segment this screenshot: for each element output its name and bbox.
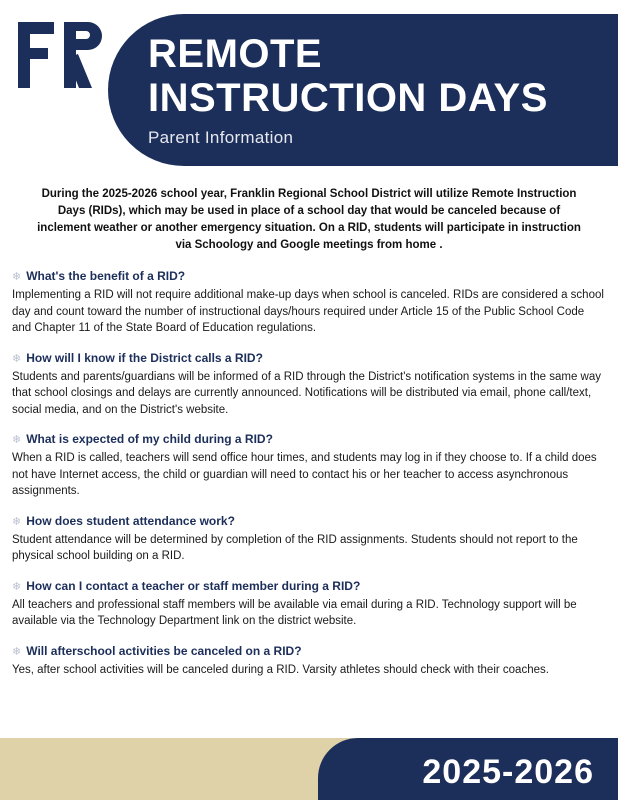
snowflake-icon: ❄ xyxy=(12,352,22,365)
faq-answer: Yes, after school activities will be canceled during a RID. Varsity athletes should check with their coaches. xyxy=(12,663,549,676)
header-text-block xyxy=(148,32,604,148)
faq-question: Will afterschool activities be canceled on a RID? xyxy=(26,643,302,658)
faq-answer: Students and parents/guardians will be informed of a RID through the District's notification systems in the same way that school closings and delays are currently announced. Notifications will be distributed via email, phone call/text, social media, and on the District's website. xyxy=(12,370,601,416)
faq-answer: Student attendance will be determined by completion of the RID assignments. Students should not report to the physical school building on a RID. xyxy=(12,533,578,562)
faq-item xyxy=(12,643,606,679)
snowflake-icon: ❄ xyxy=(12,271,22,283)
page-footer xyxy=(0,738,618,800)
faq-question: How will I know if the District calls a RID? xyxy=(26,350,263,365)
faq-question: How does student attendance work? xyxy=(26,513,235,528)
faq-item xyxy=(12,578,606,630)
snowflake-icon: ❄ xyxy=(12,645,22,658)
faq-answer: When a RID is called, teachers will send office hour times, and students may log in if they choose to. If a child does not have Internet access, the child or guardian will need to contact his or her teacher to access asynchronous assignments. xyxy=(12,452,597,497)
page-title-line-1: REMOTE xyxy=(148,32,323,76)
faq-item xyxy=(12,513,606,565)
footer-school-year: 2025-2026 xyxy=(422,753,594,791)
page-header xyxy=(0,0,618,172)
page-title-line-2: INSTRUCTION DAYS xyxy=(148,76,548,120)
snowflake-icon: ❄ xyxy=(12,434,22,446)
faq-item xyxy=(12,350,606,419)
faq-question: What's the benefit of a RID? xyxy=(26,269,186,283)
faq-list xyxy=(12,268,606,678)
snowflake-icon: ❄ xyxy=(12,515,22,528)
faq-answer: All teachers and professional staff members will be available via email during a RID. Technology support will be available via the Technology Department link on the district website. xyxy=(12,598,577,627)
faq-answer: Implementing a RID will not require additional make-up days when school is canceled. RIDs are considered a school day and count toward the number of instructional days/hours required under Article 15 of the Public School Code and Chapter 11 of the State Board of Education regulations. xyxy=(12,289,604,334)
snowflake-icon: ❄ xyxy=(12,580,22,593)
franklin-regional-logo xyxy=(14,18,106,92)
faq-item xyxy=(12,431,606,500)
faq-item xyxy=(12,268,606,337)
page-subtitle: Parent Information xyxy=(148,128,294,147)
faq-question: What is expected of my child during a RID? xyxy=(26,432,273,446)
faq-question: How can I contact a teacher or staff member during a RID? xyxy=(26,578,361,593)
intro-paragraph: During the 2025-2026 school year, Franklin Regional School District will utilize Remote Instruction Days (RIDs), which may be used in place of a school day that would be canceled because of inclement weather or another emergency situation. On a RID, students will participate in instruction via Schoology and Google meetings from home . xyxy=(37,188,581,251)
